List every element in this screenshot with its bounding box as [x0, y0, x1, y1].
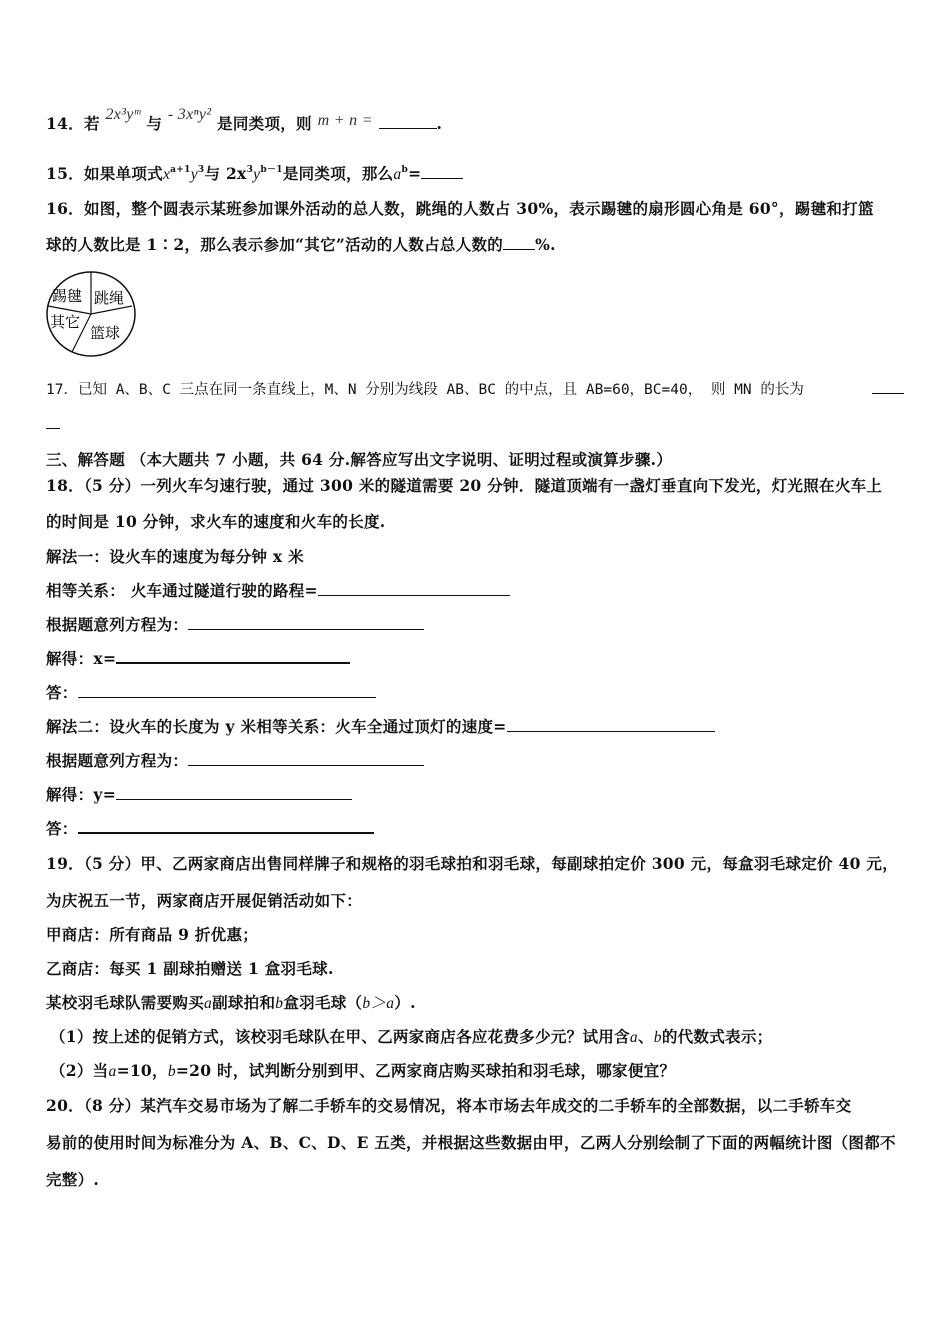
question-16-line-2: 球的人数比是 1∶2，那么表示参加“其它”活动的人数占总人数的 %.: [46, 235, 556, 254]
question-19-line-1: 19．（5 分）甲、乙两家商店出售同样牌子和规格的羽毛球拍和羽毛球，每副球拍定价 300 元，每盒羽毛球定价 40 元，: [46, 854, 899, 873]
question-20-line-3: 完整）.: [46, 1170, 100, 1189]
method-2-relation: 解法二：设火车的长度为 y 米相等关系：火车全通过顶灯的速度=: [46, 715, 715, 737]
answer-blank[interactable]: [188, 751, 424, 766]
expr-m-plus-n: m + n =: [317, 112, 373, 129]
method-2-answer: 答：: [46, 817, 374, 839]
section-3-title: 三、解答题 （本大题共 7 小题，共 64 分.解答应写出文字说明、证明过程或演算步骤.）: [46, 450, 673, 469]
answer-blank[interactable]: [116, 648, 350, 664]
question-16-line-1: 16．如图，整个圆表示某班参加课外活动的总人数，跳绳的人数占 30%，表示踢毽的扇形圆心角是 60°，踢毽和打篮: [46, 199, 874, 218]
answer-blank[interactable]: [78, 683, 376, 698]
question-14: 14．若 2x³yᵐ 与 - 3xⁿy² 是同类项，则 m + n = .: [46, 106, 443, 133]
answer-blank[interactable]: [78, 818, 374, 834]
purchase-requirement: 某校羽毛球队需要购买a副球拍和b盒羽毛球（b＞a）.: [46, 993, 416, 1012]
method-1-equation: 根据题意列方程为：: [46, 613, 424, 635]
expr-3xny2: - 3xⁿy²: [167, 106, 212, 123]
answer-blank[interactable]: [503, 235, 535, 250]
pie-label-tijian: 踢毽: [52, 287, 83, 305]
answer-blank[interactable]: [421, 164, 463, 179]
pie-divider: [91, 306, 132, 314]
answer-blank[interactable]: [188, 615, 424, 630]
shop-a-offer: 甲商店：所有商品 9 折优惠；: [46, 925, 259, 944]
answer-blank[interactable]: [379, 114, 437, 129]
method-1-title: 解法一：设火车的速度为每分钟 x 米: [46, 547, 304, 566]
method-1-relation: 相等关系： 火车通过隧道行驶的路程=: [46, 579, 510, 601]
answer-blank[interactable]: [318, 581, 510, 596]
question-20-line-1: 20．（8 分）某汽车交易市场为了解二手轿车的交易情况，将本市场去年成交的二手轿车的全部数据，以二手轿车交: [46, 1096, 852, 1115]
shop-b-offer: 乙商店：每买 1 副球拍赠送 1 盒羽毛球.: [46, 959, 334, 978]
question-20-line-2: 易前的使用时间为标准分为 A、B、C、D、E 五类，并根据这些数据由甲，乙两人分别绘制了下面的两幅统计图（图都不: [46, 1133, 896, 1152]
method-2-solution: 解得：y=: [46, 783, 352, 805]
question-19-part-1: （1）按上述的促销方式，该校羽毛球队在甲、乙两家商店各应花费多少元？试用含a、b的代数式表示；: [50, 1027, 773, 1046]
pie-label-lanqiu: 篮球: [90, 324, 121, 342]
answer-blank[interactable]: [116, 785, 352, 800]
answer-blank[interactable]: [507, 717, 715, 732]
method-2-equation: 根据题意列方程为：: [46, 749, 424, 771]
question-18-line-2: 的时间是 10 分钟，求火车的速度和火车的长度.: [46, 512, 386, 531]
expr-2x3ym: 2x³yᵐ: [105, 106, 141, 123]
method-1-answer: 答：: [46, 681, 376, 703]
answer-blank[interactable]: [872, 393, 904, 394]
question-17: 17．已知 A、B、C 三点在同一条直线上，M、N 分别为线段 AB、BC 的中点，且 AB=60，BC=40， 则 MN 的长为: [46, 382, 804, 398]
answer-blank-continued: [46, 428, 60, 429]
pie-label-qita: 其它: [50, 313, 81, 331]
question-19-line-2: 为庆祝五一节，两家商店开展促销活动如下：: [46, 891, 363, 910]
question-19-part-2: （2）当a=10，b=20 时，试判断分别到甲、乙两家商店购买球拍和羽毛球，哪家便宜？: [50, 1061, 676, 1080]
pie-label-tiaosheng: 跳绳: [94, 289, 125, 307]
question-15: 15．如果单项式$x^{a+1}y^3$与 $2x^3y^{b-1}$是同类项，那么$a^b=$: [46, 162, 463, 184]
question-18-line-1: 18．（5 分）一列火车匀速行驶，通过 300 米的隧道需要 20 分钟．隧道顶端有一盏灯垂直向下发光，灯光照在火车上: [46, 476, 883, 495]
activity-pie-chart: [44, 270, 140, 360]
method-1-solution: 解得：x=: [46, 647, 350, 669]
